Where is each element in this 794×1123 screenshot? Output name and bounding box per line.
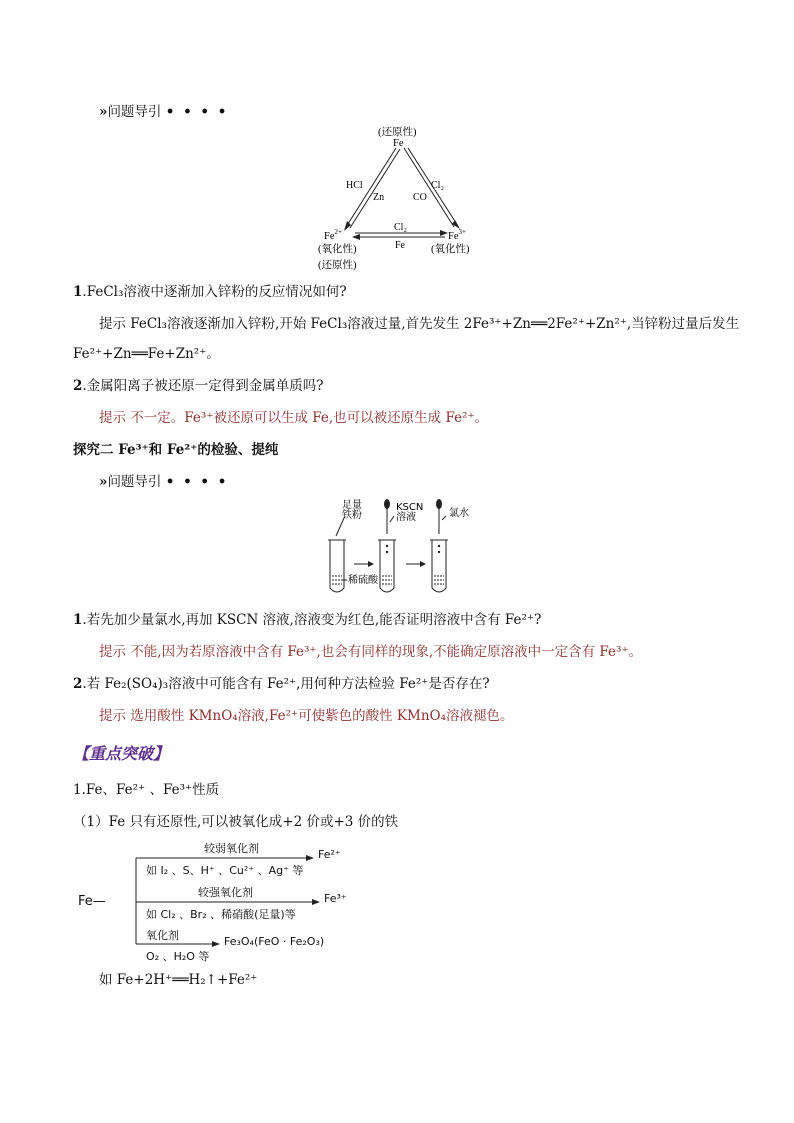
point-1-sub-1: （1）Fe 只有还原性,可以被氧化成+2 价或+3 价的铁 [73, 814, 399, 830]
cl2-bottom-label: Cl₂ [394, 222, 407, 233]
question-2: 2.金属阳离子被还原一定得到金属单质吗? [73, 378, 324, 394]
question-3: 1.若先加少量氯水,再加 KSCN 溶液,溶液变为红色,能否证明溶液中含有 Fe²⁺? [73, 612, 542, 628]
answer-1-line-2: Fe²⁺+Zn══Fe+Zn²⁺。 [73, 346, 220, 362]
question-guide-1: »问题导引 • • • • [99, 104, 229, 120]
fe3o4-product: Fe₃O₄(FeO · Fe₂O₃) [224, 935, 325, 948]
guide-arrow-icon: » [99, 474, 108, 490]
oxidant-examples: O₂ 、H₂O 等 [146, 950, 210, 963]
point-1: 1.Fe、Fe²⁺ 、Fe³⁺性质 [73, 782, 220, 798]
fe3-label: Fe [448, 231, 459, 242]
answer-3: 提示 不能,因为若原溶液中含有 Fe³⁺,也会有同样的现象,不能确定原溶液中一定含有 Fe³⁺。 [99, 644, 643, 660]
section-2-title: 探究二 Fe³⁺和 Fe²⁺的检验、提纯 [73, 442, 279, 458]
answer-4: 提示 选用酸性 KMnO₄溶液,Fe²⁺可使紫色的酸性 KMnO₄溶液褪色。 [99, 708, 514, 724]
question-4: 2.若 Fe₂(SO₄)₃溶液中可能含有 Fe²⁺,用何种方法检验 Fe²⁺是否存在? [73, 676, 490, 692]
question-1: 1.FeCl₃溶液中逐渐加入锌粉的反应情况如何? [73, 284, 347, 300]
fe3-product: Fe³⁺ [324, 892, 347, 905]
answer-1-line-1: 提示 FeCl₃溶液逐渐加入锌粉,开始 FeCl₃溶液过量,首先发生 2Fe³⁺+Zn══2Fe²⁺+Zn²⁺,当锌粉过量后发生 [99, 316, 740, 332]
arrow-bottom-right-icon [440, 230, 448, 236]
chlorine-water-label: 氯水 [449, 508, 469, 519]
acid-label: 稀硫酸 [348, 575, 378, 586]
fe2-label: Fe [324, 231, 335, 242]
iron-label-2: 铁粉 [342, 510, 362, 521]
arrow-right-icon [312, 899, 320, 905]
zn-label: Zn [373, 192, 385, 203]
guide-arrow-icon: » [99, 104, 108, 120]
hcl-label: HCl [346, 180, 363, 191]
kscn-label-1: KSCN [396, 502, 424, 513]
co-label: CO [413, 192, 427, 203]
fe-top-label: Fe [393, 138, 404, 149]
fe2-property-2: (还原性) [318, 260, 357, 271]
test-tube-diagram [320, 496, 480, 600]
fe-start: Fe— [78, 894, 106, 909]
arrow-right-icon [212, 941, 220, 947]
arrow-right-icon [306, 855, 314, 861]
weak-oxidant-label: 较弱氧化剂 [204, 842, 259, 855]
iron-oxidation-scheme [78, 840, 378, 963]
fe-bottom-label: Fe [395, 240, 405, 251]
answer-2: 提示 不一定。Fe³⁺被还原可以生成 Fe,也可以被还原生成 Fe²⁺。 [99, 410, 489, 426]
fe2-property-1: (氧化性) [318, 244, 357, 255]
cl2-right-label: Cl₂ [431, 180, 444, 191]
strong-oxidant-label: 较强氧化剂 [198, 886, 253, 899]
equation-example: 如 Fe+2H⁺══H₂↑+Fe²⁺ [99, 972, 258, 988]
key-points-title: 【重点突破】 [73, 744, 170, 763]
iron-triangle-diagram [310, 124, 500, 274]
oxidant-label: 氧化剂 [146, 929, 179, 942]
weak-oxidant-examples: 如 I₂ 、S、H⁺ 、Cu²⁺ 、Ag⁺ 等 [146, 864, 304, 877]
arrow-bottom-left-icon [352, 234, 360, 240]
question-guide-2: »问题导引 • • • • [99, 474, 229, 490]
svg-text:Fe2+: $Fe^{2+}$ [324, 228, 342, 242]
svg-text:Fe3+: $Fe^{3+}$ [448, 228, 466, 242]
arrow-right-icon [368, 561, 374, 567]
arrow-right-icon [420, 561, 426, 567]
kscn-label-2: 溶液 [396, 512, 416, 523]
iron-label-1: 足量 [342, 500, 362, 511]
strong-oxidant-examples: 如 Cl₂ 、Br₂ 、稀硝酸(足量)等 [146, 908, 296, 921]
fe2-product: Fe²⁺ [318, 848, 341, 861]
fe3-property: (氧化性) [431, 244, 470, 255]
fe-top-property: (还原性) [378, 127, 417, 138]
arrow-left-icon [344, 221, 351, 231]
